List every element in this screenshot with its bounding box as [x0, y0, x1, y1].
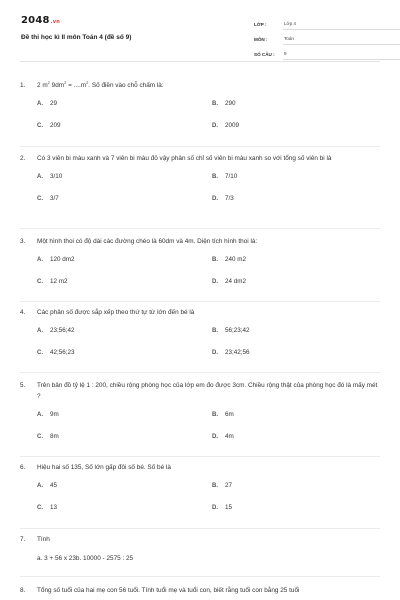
answer-option-c[interactable]: C. 13 — [37, 504, 58, 511]
question-2 — [20, 153, 380, 219]
meta-value-subject: Toán — [283, 36, 400, 45]
question-3 — [20, 236, 380, 302]
meta-row-class — [254, 15, 400, 30]
answer-option-c[interactable]: C. 209 — [37, 122, 61, 129]
question-8 — [20, 585, 380, 596]
exam-meta — [254, 15, 400, 60]
question-text: Hiệu hai số 135, Số lớn gấp đôi số bé. Số bé là — [37, 464, 171, 471]
question-6 — [20, 462, 380, 528]
answer-option-d[interactable]: D. 23;42;56 — [212, 349, 250, 356]
question-body: a. 3 + 56 x 23b. 10000 - 2575 : 25 — [37, 555, 134, 562]
meta-label-question-count: SỐ CÂU : — [254, 52, 275, 57]
answer-option-a[interactable]: A. 9m — [37, 411, 59, 418]
answer-options — [20, 482, 380, 528]
answer-option-a[interactable]: A. 45 — [37, 482, 58, 489]
exam-title: Đề thi học kì II môn Toán 4 (đề số 9) — [21, 34, 132, 41]
answer-options — [20, 327, 380, 373]
answer-option-b[interactable]: B. 56;23;42 — [212, 327, 250, 334]
answer-option-d[interactable]: D. 4m — [212, 433, 234, 440]
answer-option-a[interactable]: A. 29 — [37, 100, 58, 107]
answer-option-d[interactable]: D. 24 dm2 — [212, 278, 247, 285]
answer-option-a[interactable]: A. 23;56;42 — [37, 327, 75, 334]
answer-option-b[interactable]: B. 290 — [212, 100, 236, 107]
meta-label-subject: MÔN : — [254, 37, 268, 42]
question-text: Một hình thoi có độ dài các đường chéo là 60dm và 4m. Diện tích hình thoi là: — [37, 238, 258, 245]
meta-row-question-count — [254, 45, 400, 60]
answer-option-c[interactable]: C. 3/7 — [37, 195, 59, 202]
divider — [20, 301, 380, 302]
logo-extension: .vn — [50, 19, 60, 25]
exam-header — [20, 0, 380, 62]
question-text: Trên bản đồ tỷ lệ 1 : 200, chiều rộng phòng học của lớp em đo được 3cm. Chiều rộng thật của phòng học đó là mấy mét ? — [37, 382, 378, 400]
question-number: 5. — [20, 382, 26, 389]
answer-option-c[interactable]: C. 12 m2 — [37, 278, 68, 285]
question-text: Tổng số tuổi của hai mẹ con 56 tuổi. Tính tuổi mẹ và tuổi con, biết rằng tuổi con bằng 25 tuổi — [37, 587, 300, 594]
question-5 — [20, 380, 380, 457]
answer-options — [20, 256, 380, 302]
question-4 — [20, 307, 380, 373]
meta-row-subject — [254, 30, 400, 45]
answer-options — [20, 411, 380, 457]
question-number: 8. — [20, 587, 26, 594]
answer-option-a[interactable]: A. 120 dm2 — [37, 256, 75, 263]
question-number: 1. — [20, 82, 26, 89]
logo-number: 2048 — [21, 15, 50, 26]
question-text: 2 $m^2$ $9dm^2 = ....m^2$. Số điền vào chỗ chấm là: — [37, 79, 164, 89]
answer-option-c[interactable]: C. 42;56;23 — [37, 349, 75, 356]
question-number: 2. — [20, 155, 26, 162]
divider — [20, 576, 380, 577]
question-number: 3. — [20, 238, 26, 245]
answer-option-d[interactable]: D. 15 — [212, 504, 233, 511]
answer-options — [20, 100, 380, 146]
question-text: Các phân số được sắp xếp theo thứ tự từ lớn đến bé là — [37, 309, 195, 316]
meta-value-question-count: 9 — [283, 51, 400, 60]
answer-option-b[interactable]: B. 7/10 — [212, 173, 238, 180]
question-text: Tính — [37, 536, 50, 543]
question-1 — [20, 80, 380, 146]
question-number: 7. — [20, 536, 26, 543]
answer-option-d[interactable]: D. 2009 — [212, 122, 240, 129]
divider — [20, 146, 380, 147]
meta-value-class: Lớp 4 — [283, 21, 400, 30]
answer-option-b[interactable]: B. 240 m2 — [212, 256, 247, 263]
answer-option-b[interactable]: B. 27 — [212, 482, 233, 489]
question-number: 4. — [20, 309, 26, 316]
divider — [20, 228, 380, 229]
answer-option-a[interactable]: A. 3/10 — [37, 173, 63, 180]
question-7 — [20, 534, 380, 562]
answer-option-c[interactable]: C. 8m — [37, 433, 59, 440]
site-logo[interactable] — [21, 15, 60, 26]
question-text: Có 3 viên bi màu xanh và 7 viên bi màu đỏ vậy phân số chỉ số viên bi màu xanh so với tổng số viên bi là — [37, 155, 332, 162]
meta-label-class: LỚP : — [254, 22, 267, 27]
answer-options — [20, 173, 380, 219]
divider — [20, 456, 380, 457]
answer-option-d[interactable]: D. 7/3 — [212, 195, 234, 202]
question-number: 6. — [20, 464, 26, 471]
answer-option-b[interactable]: B. 6m — [212, 411, 234, 418]
divider — [20, 372, 380, 373]
divider — [20, 528, 380, 529]
